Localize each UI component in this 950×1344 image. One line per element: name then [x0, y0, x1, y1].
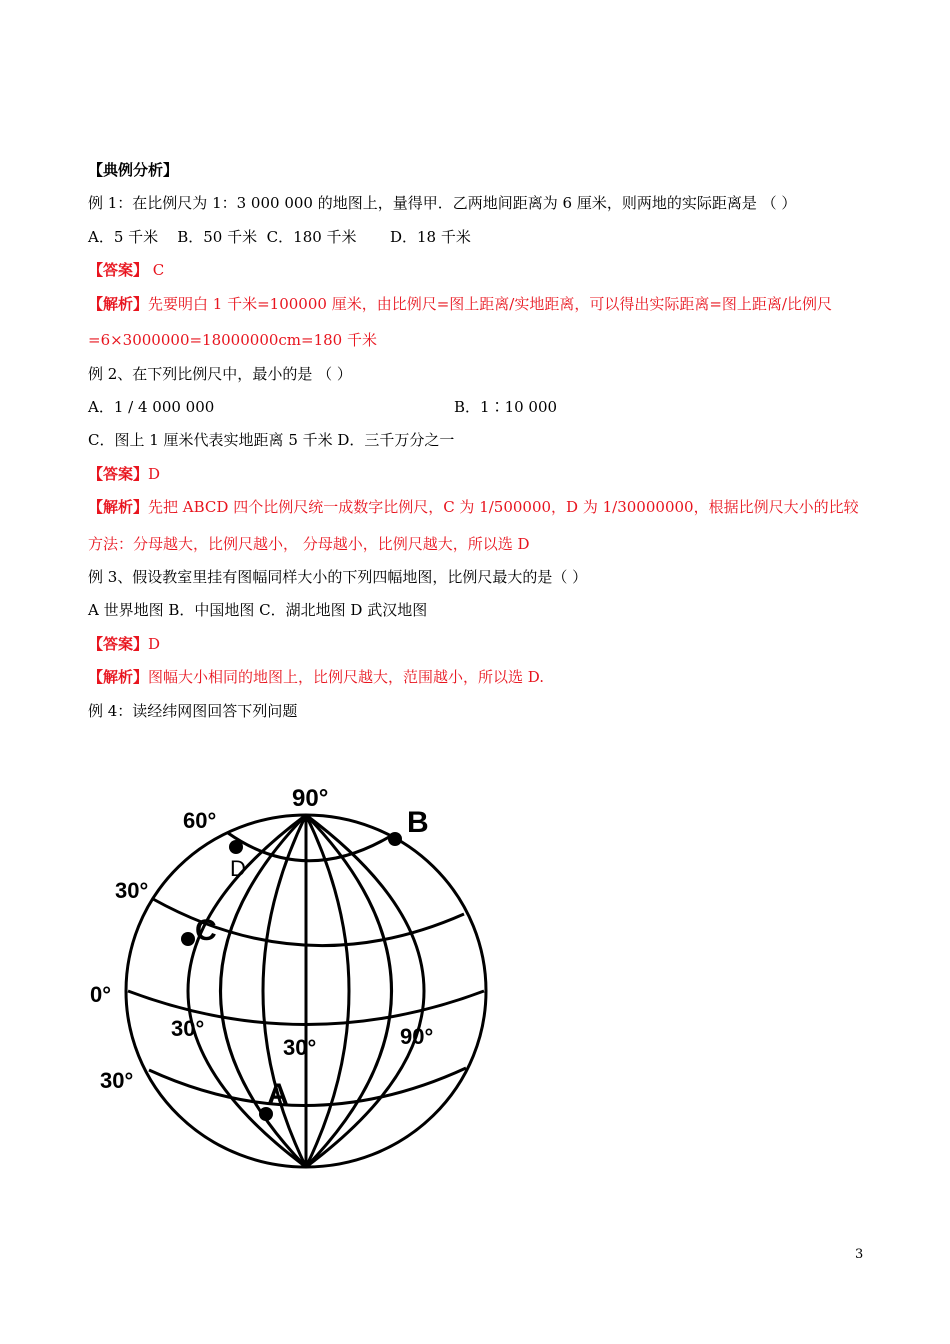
example-2-analysis	[88, 497, 859, 517]
label-60-lat: 60°	[183, 808, 217, 833]
option-b: B．50 千米	[177, 228, 258, 246]
parallel-60n	[228, 833, 394, 861]
label-point-c: C	[195, 914, 217, 947]
analysis-text: 先把 ABCD 四个比例尺统一成数字比例尺，C 为 1/500000，D 为 1/30000000，根据比例尺大小的比较	[148, 498, 859, 516]
label-point-d: D	[230, 856, 246, 881]
example-2-analysis-cont: 方法：分母越大，比例尺越小， 分母越小，比例尺越大，所以选 D	[88, 535, 530, 553]
example-1-analysis-cont: =6×3000000=18000000cm=180 千米	[88, 331, 377, 349]
label-90-top: 90°	[292, 785, 329, 812]
analysis-label: 【解析】	[88, 295, 149, 313]
example-2-option-a: A．1 / 4 000 000	[88, 398, 215, 416]
meridian-east-3	[306, 815, 424, 1167]
option-a: A．5 千米	[88, 228, 159, 246]
example-4-question: 例 4：读经纬网图回答下列问题	[88, 702, 298, 720]
analysis-text: 先要明白 1 千米=100000 厘米，由比例尺=图上距离/实地距离，可以得出实际距离=图上距离/比例尺	[148, 295, 832, 313]
label-90-lon: 90°	[400, 1024, 434, 1049]
example-3-analysis	[88, 667, 544, 687]
page-number: 3	[855, 1247, 864, 1262]
point-b	[388, 832, 402, 846]
example-3-question: 例 3、假设教室里挂有图幅同样大小的下列四幅地图，比例尺最大的是（ ）	[88, 568, 588, 586]
analysis-text: 图幅大小相同的地图上，比例尺越大，范围越小，所以选 D.	[148, 668, 545, 686]
example-2-option-b: B．1∶10 000	[454, 398, 558, 416]
example-2-question: 例 2、在下列比例尺中，最小的是 （ ）	[88, 365, 352, 383]
graticule-globe-figure	[80, 770, 510, 1180]
answer-value: D	[148, 465, 161, 483]
example-2-answer	[88, 464, 160, 484]
example-1-analysis	[88, 294, 832, 314]
label-point-a: A	[267, 1078, 289, 1111]
answer-label: 【答案】	[88, 465, 149, 483]
label-30s-lat: 30°	[100, 1068, 134, 1093]
example-2-option-cd: C．图上 1 厘米代表实地距离 5 千米 D．三千万分之一	[88, 431, 455, 449]
point-d	[229, 840, 243, 854]
section-title: 【典例分析】	[88, 161, 179, 179]
example-1-answer	[88, 260, 164, 280]
answer-label: 【答案】	[88, 261, 149, 279]
label-equator: 0°	[90, 982, 112, 1007]
answer-label: 【答案】	[88, 635, 149, 653]
answer-value: D	[148, 635, 161, 653]
label-30-lon-west: 30°	[171, 1016, 205, 1041]
example-3-options: A 世界地图 B．中国地图 C．湖北地图 D 武汉地图	[88, 601, 428, 619]
example-1-options	[88, 227, 471, 247]
analysis-label: 【解析】	[88, 498, 149, 516]
meridian-east-1	[306, 815, 349, 1167]
label-30n-lat: 30°	[115, 878, 149, 903]
meridian-west-3	[188, 815, 306, 1167]
example-1-question: 例 1：在比例尺为 1：3 000 000 的地图上，量得甲．乙两地间距离为 6 厘米，则两地的实际距离是 （ ）	[88, 194, 797, 212]
point-c	[181, 932, 195, 946]
answer-value: C	[148, 261, 165, 279]
label-30-lon-center: 30°	[283, 1035, 317, 1060]
analysis-label: 【解析】	[88, 668, 149, 686]
option-d: D．18 千米	[389, 228, 471, 246]
option-c: C．180 千米	[266, 228, 357, 246]
label-point-b: B	[407, 806, 429, 839]
example-3-answer	[88, 634, 160, 654]
